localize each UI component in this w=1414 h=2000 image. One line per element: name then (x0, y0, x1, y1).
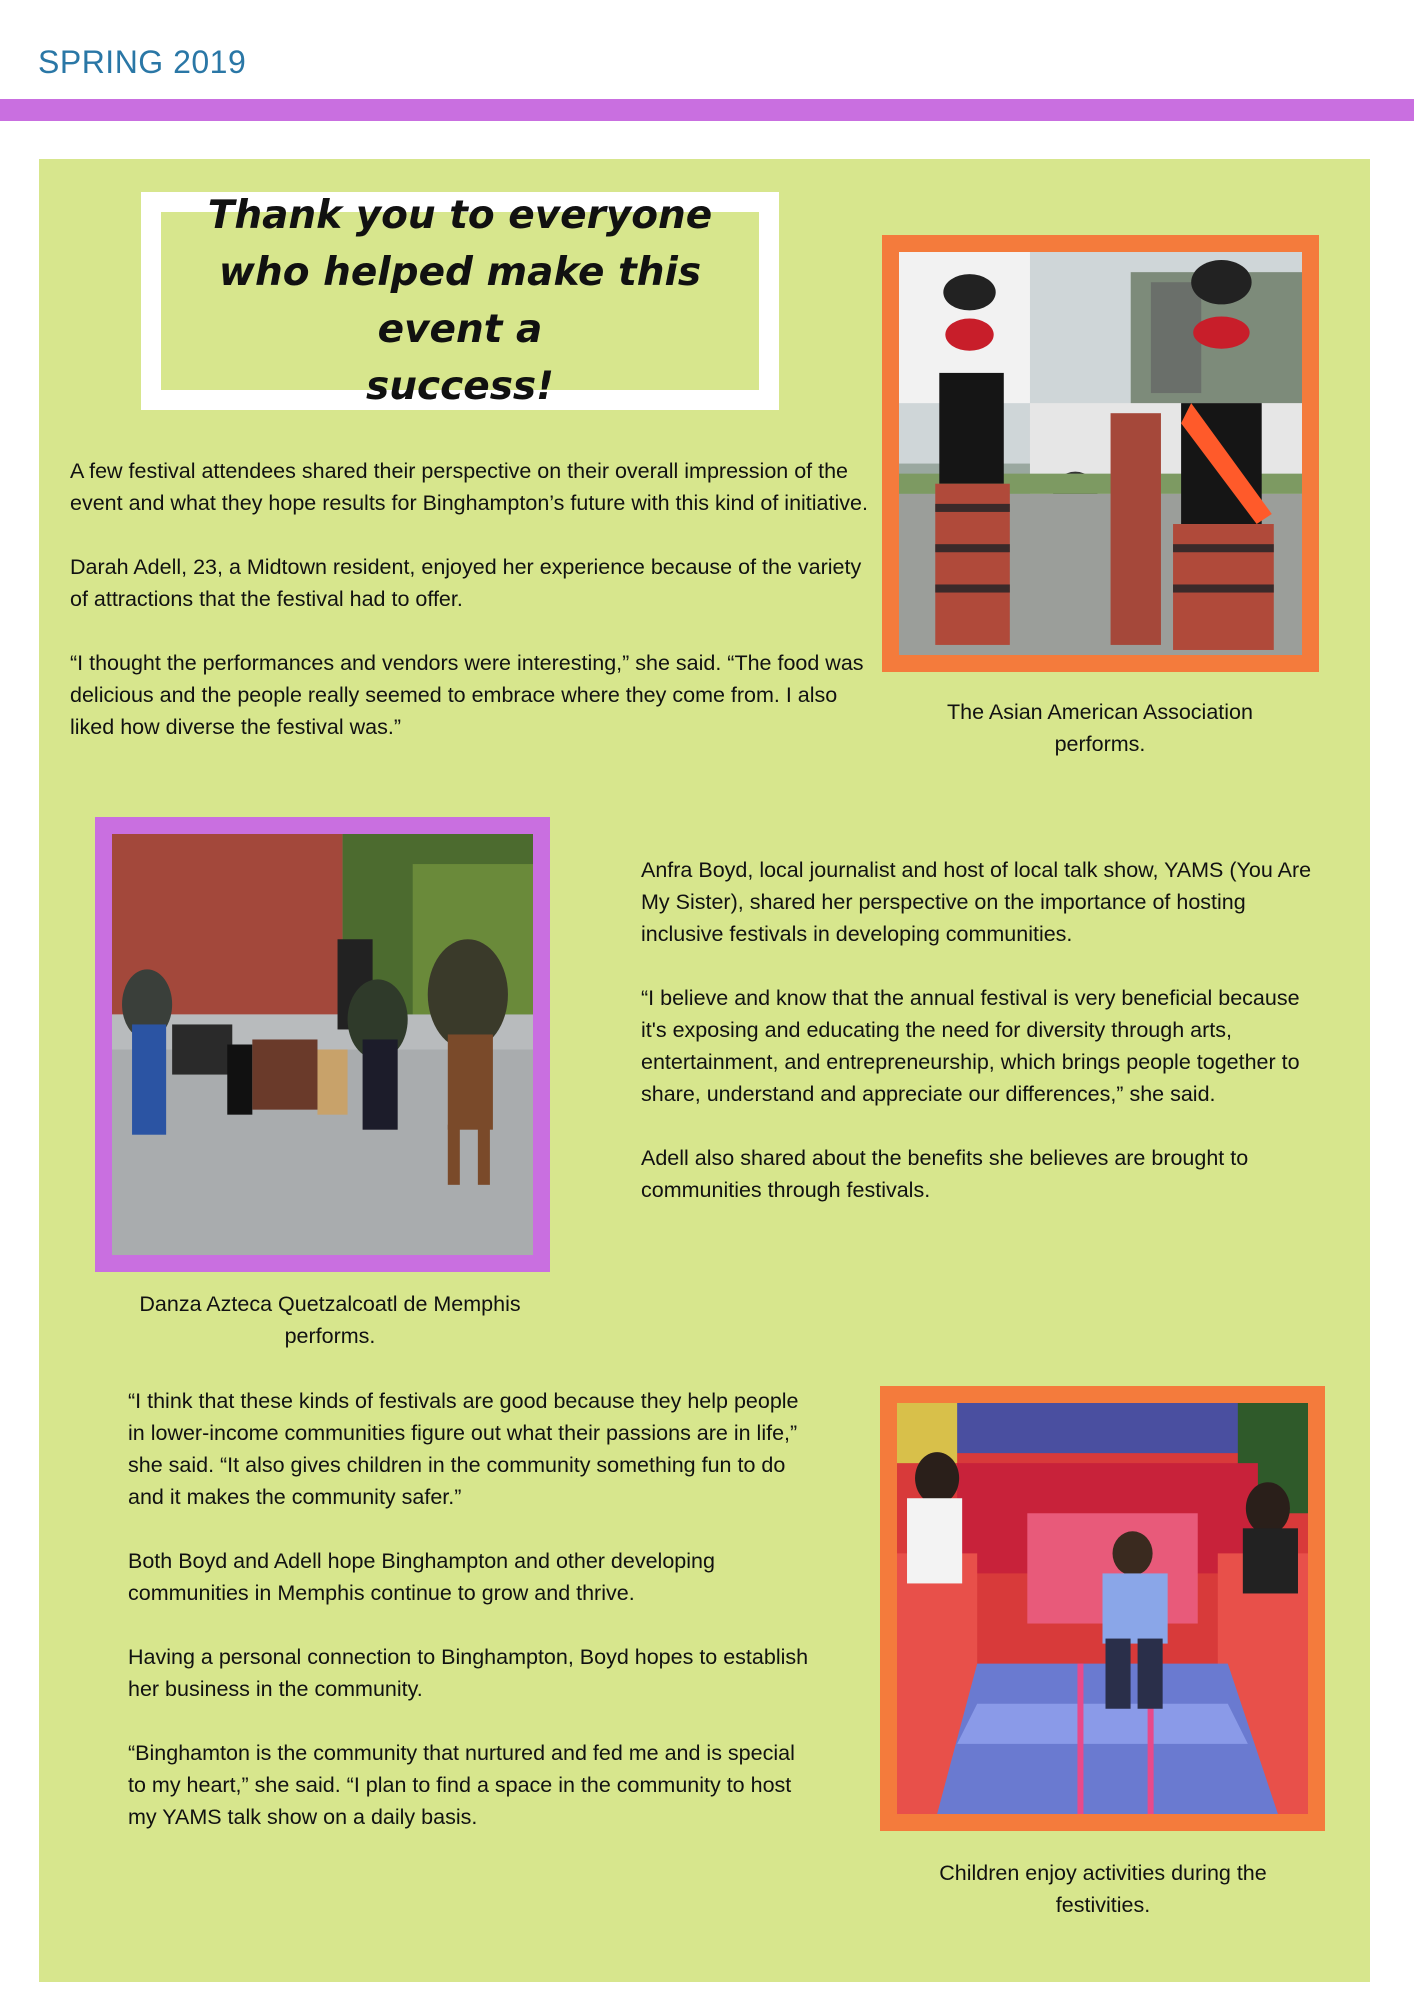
headline-line-2: who helped make this event a (218, 250, 702, 352)
asian-association-photo-frame (882, 235, 1319, 672)
boyd-paragraph-3: Adell also shared about the benefits she believes are brought to communities through festivals. (641, 1146, 1249, 1202)
closing-paragraph-3: Having a personal connection to Binghampton, Boyd hopes to establish her business in the community. (128, 1645, 809, 1701)
intro-text (70, 455, 870, 743)
headline-line-1: Thank you to everyone (207, 193, 713, 238)
header-divider-bar (0, 99, 1414, 121)
danza-azteca-photo (112, 834, 533, 1255)
closing-text (128, 1385, 818, 1833)
children-photo (897, 1403, 1308, 1814)
headline-line-3: success! (366, 364, 554, 409)
intro-paragraph-2: Darah Adell, 23, a Midtown resident, enjoyed her experience because of the variety of attractions that the festival had to offer. (70, 555, 862, 611)
intro-paragraph-3: “I thought the performances and vendors were interesting,” she said. “The food was delicious and the people really seemed to embrace where they come from. I also liked how diverse the festival was.” (70, 651, 864, 739)
children-caption: Children enjoy activities during the festivities. (939, 1861, 1267, 1917)
closing-paragraph-4: “Binghamton is the community that nurtured and fed me and is special to my heart,” she said. “I plan to find a space in the community to host my YAMS talk show on a daily basis. (128, 1741, 795, 1829)
closing-paragraph-2: Both Boyd and Adell hope Binghampton and other developing communities in Memphis continue to grow and thrive. (128, 1549, 715, 1605)
danza-azteca-photo-frame (95, 817, 550, 1272)
children-photo-frame (880, 1386, 1325, 1831)
intro-paragraph-1: A few festival attendees shared their perspective on their overall impression of the event and what they hope results for Binghampton’s future with this kind of initiative. (70, 459, 868, 515)
boyd-paragraph-2: “I believe and know that the annual festival is very beneficial because it's exposing and educating the need for diversity through arts, entertainment, and entrepreneurship, which brings people together to share, understand and appreciate our differences,” she said. (641, 986, 1300, 1106)
closing-paragraph-1: “I think that these kinds of festivals are good because they help people in lower-income communities figure out what their passions are in life,” she said. “It also gives children in the community something fun to do and it makes the community safer.” (128, 1389, 799, 1509)
asian-association-photo (899, 252, 1302, 655)
headline (161, 187, 759, 415)
asian-association-caption: The Asian American Association performs. (947, 700, 1253, 756)
season-label: SPRING 2019 (38, 44, 247, 80)
boyd-text (641, 854, 1321, 1206)
headline-box (141, 192, 779, 410)
danza-azteca-caption: Danza Azteca Quetzalcoatl de Memphis performs. (139, 1292, 521, 1348)
headline-inner (161, 193, 759, 409)
boyd-paragraph-1: Anfra Boyd, local journalist and host of local talk show, YAMS (You Are My Sister), shared her perspective on the importance of hosting inclusive festivals in developing communities. (641, 858, 1312, 946)
